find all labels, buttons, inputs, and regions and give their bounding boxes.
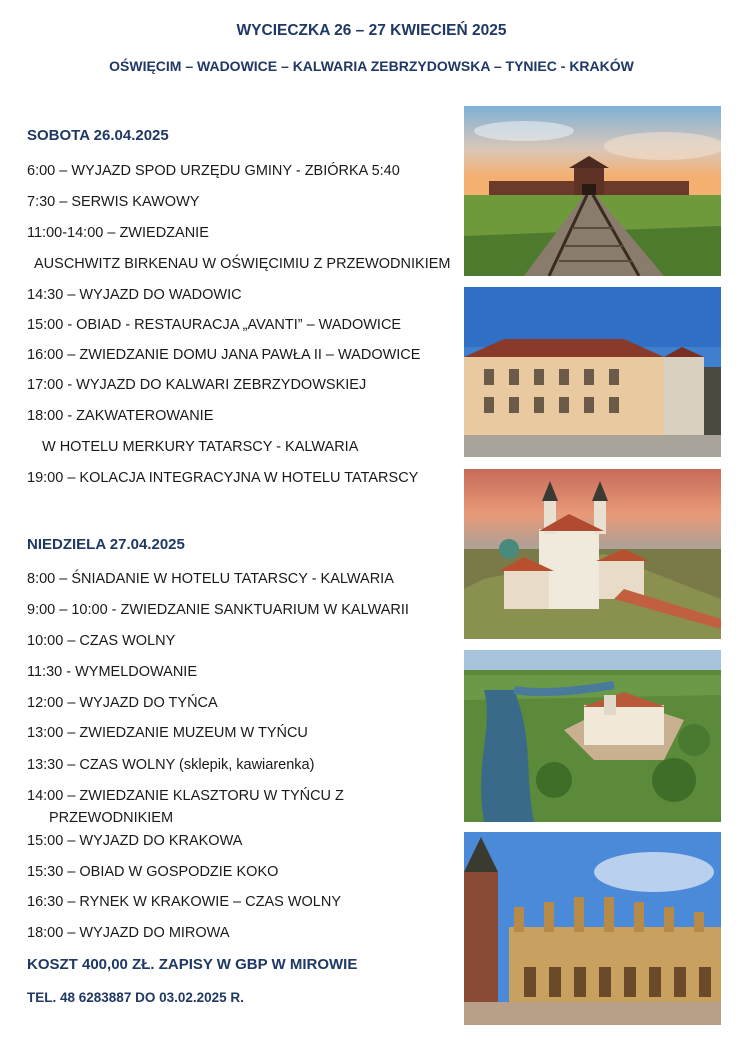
schedule-item: 15:00 - OBIAD - RESTAURACJA „AVANTI” – WADOWICE — [27, 317, 402, 333]
schedule-item: 7:30 – SERWIS KAWOWY — [27, 194, 200, 210]
schedule-item: 13:30 – CZAS WOLNY (sklepik, kawiarenka) — [27, 757, 315, 773]
schedule-item: 6:00 – WYJAZD SPOD URZĘDU GMINY - ZBIÓRKA 5:40 — [27, 163, 400, 179]
day1-heading: SOBOTA 26.04.2025 — [27, 127, 169, 144]
schedule-item: 18:00 - ZAKWATEROWANIE — [27, 408, 214, 424]
photo-tyniec-abbey — [464, 650, 721, 822]
photo-auschwitz-gate — [464, 106, 721, 276]
schedule-item: 8:00 – ŚNIADANIE W HOTELU TATARSCY - KALWARIA — [27, 571, 394, 587]
schedule-item: 18:00 – WYJAZD DO MIROWA — [27, 925, 230, 941]
photo-wadowice — [464, 287, 721, 457]
schedule-item: 14:30 – WYJAZD DO WADOWIC — [27, 287, 242, 303]
tour-route: OŚWIĘCIM – WADOWICE – KALWARIA ZEBRZYDOWSKA – TYNIEC - KRAKÓW — [109, 58, 634, 74]
tour-title: WYCIECZKA 26 – 27 KWIECIEŃ 2025 — [236, 22, 507, 39]
schedule-item: 11:30 - WYMELDOWANIE — [27, 664, 198, 680]
schedule-item: 13:00 – ZWIEDZANIE MUZEUM W TYŃCU — [27, 725, 308, 741]
schedule-item: 12:00 – WYJAZD DO TYŃCA — [27, 695, 218, 711]
schedule-item: AUSCHWITZ BIRKENAU W OŚWIĘCIMIU Z PRZEWODNIKIEM — [34, 256, 451, 272]
schedule-item: W HOTELU MERKURY TATARSCY - KALWARIA — [42, 439, 359, 455]
schedule-item: 10:00 – CZAS WOLNY — [27, 633, 176, 649]
cost-info: KOSZT 400,00 ZŁ. ZAPISY W GBP W MIROWIE — [27, 956, 358, 973]
day2-heading: NIEDZIELA 27.04.2025 — [27, 536, 185, 553]
schedule-item: 17:00 - WYJAZD DO KALWARI ZEBRZYDOWSKIEJ — [27, 377, 367, 393]
photo-kalwaria-sanctuary — [464, 469, 721, 639]
schedule-item: 16:30 – RYNEK W KRAKOWIE – CZAS WOLNY — [27, 894, 341, 910]
schedule-item: 9:00 – 10:00 - ZWIEDZANIE SANKTUARIUM W KALWARII — [27, 602, 409, 618]
schedule-item: 16:00 – ZWIEDZANIE DOMU JANA PAWŁA II – WADOWICE — [27, 347, 421, 363]
contact-info: TEL. 48 6283887 DO 03.02.2025 R. — [27, 990, 244, 1005]
schedule-item: 11:00-14:00 – ZWIEDZANIE — [27, 225, 209, 241]
schedule-item: 19:00 – KOLACJA INTEGRACYJNA W HOTELU TATARSCY — [27, 470, 419, 486]
schedule-item: 15:30 – OBIAD W GOSPODZIE KOKO — [27, 864, 279, 880]
schedule-item: PRZEWODNIKIEM — [49, 810, 174, 826]
schedule-item: 15:00 – WYJAZD DO KRAKOWA — [27, 833, 243, 849]
schedule-item: 14:00 – ZWIEDZANIE KLASZTORU W TYŃCU Z — [27, 788, 344, 804]
photo-krakow-cloth-hall — [464, 832, 721, 1025]
